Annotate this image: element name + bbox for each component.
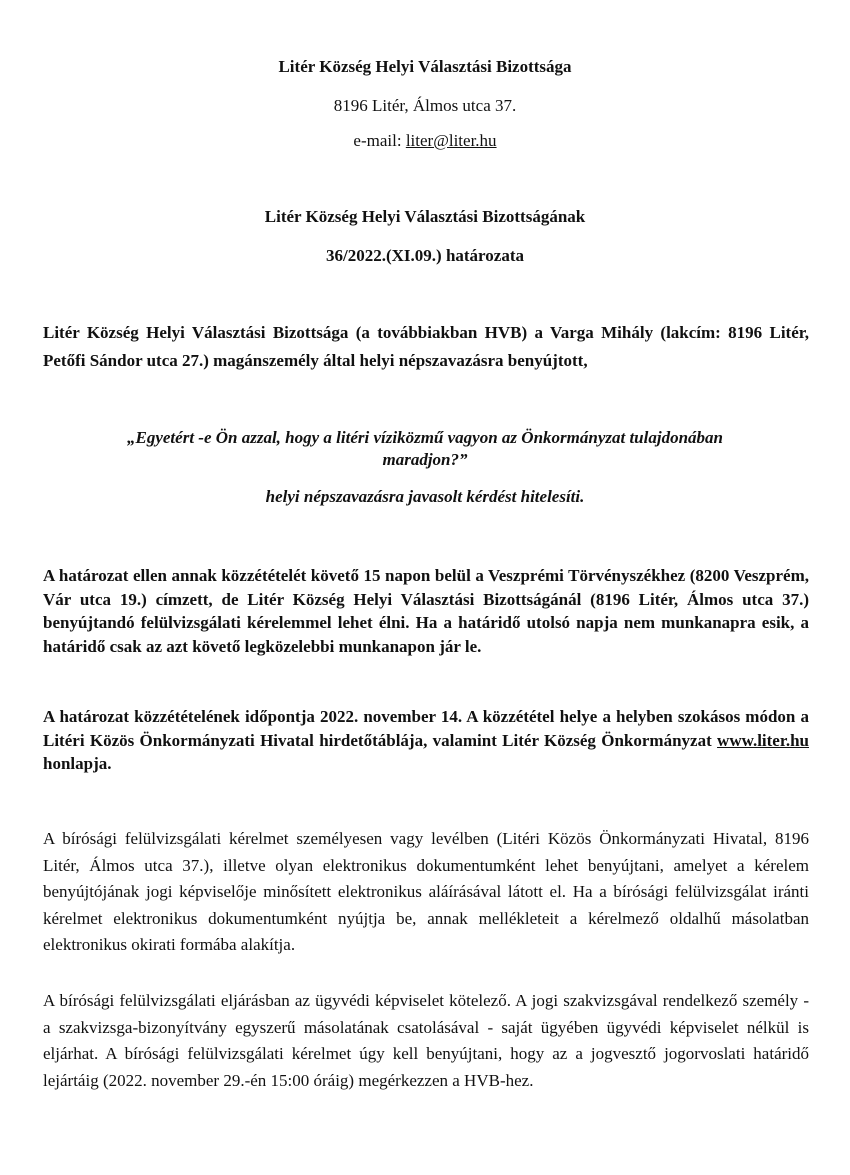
email-label: e-mail: — [353, 131, 406, 150]
org-address: 8196 Litér, Álmos utca 37. — [333, 96, 517, 115]
org-name: Litér Község Helyi Választási Bizottsága — [278, 57, 572, 76]
intro-paragraph: Litér Község Helyi Választási Bizottsága (a továbbiakban HVB) a Varga Mihály (lakcím: 8196 Litér, Petőfi Sándor utca 27.) magánszemély által helyi népszavazásra benyújtott, — [43, 323, 809, 370]
publication-text-end: honlapja. — [43, 754, 112, 773]
decision-title: Litér Község Helyi Választási Bizottságának — [264, 207, 586, 226]
website-link[interactable]: www.liter.hu — [717, 730, 809, 750]
decision-number: 36/2022.(XI.09.) határozata — [326, 246, 524, 265]
publication-text: A határozat közzétételének időpontja 2022. november 14. A közzététel helye a helyben szokásos módon a Litéri Közös Önkormányzati Hivatal hirdetőtáblája, valamint Litér Község Önkormányzat — [43, 707, 809, 750]
body-paragraph-1: A bírósági felülvizsgálati kérelmet személyesen vagy levélben (Litéri Közös Önkormányzati Hivatal, 8196 Litér, Álmos utca 37.), illetve olyan elektronikus dokumentumként lehet benyújtani, amelyet a kérelem benyújtójának jogi képviselője minősített elektronikus aláírásával látott el. Ha a bírósági felülvizsgálat iránti kérelmet elektronikus dokumentumként nyújtja be, annak mellékleteit a kérelmező oldalhű másolatban elektronikus okirati formába alakítja. — [43, 829, 809, 954]
question-line-2: maradjon?” — [382, 450, 468, 469]
org-email-line — [0, 131, 850, 151]
appeal-paragraph: A határozat ellen annak közzétételét követő 15 napon belül a Veszprémi Törvényszékhez (8200 Veszprém, Vár utca 19.) címzett, de Litér Község Helyi Választási Bizottságánál (8196 Litér, Álmos utca 37.) benyújtandó felülvizsgálati kérelemmel lehet élni. Ha a határidő utolsó napja nem munkanapra esik, a határidő csak az azt követő legközelebbi munkanapon jár le. — [43, 566, 809, 656]
body-paragraph-2: A bírósági felülvizsgálati eljárásban az ügyvédi képviselet kötelező. A jogi szakvizsgával rendelkező személy - a szakvizsga-bizonyítvány egyszerű másolatának csatolásával - saját ügyében ügyvédi képviselet nélkül is eljárhat. A bírósági felülvizsgálati kérelmet úgy kell benyújtani, hogy az a jogvesztő jogorvoslati határidő lejártáig (2022. november 29.-én 15:00 óráig) megérkezzen a HVB-hez. — [43, 991, 809, 1090]
question-line-1: „Egyetért -e Ön azzal, hogy a litéri víziközmű vagyon az Önkormányzat tulajdonában — [127, 428, 723, 447]
email-link[interactable]: liter@liter.hu — [405, 131, 497, 150]
publication-paragraph — [43, 705, 809, 776]
question-line-3: helyi népszavazásra javasolt kérdést hitelesíti. — [265, 487, 585, 506]
